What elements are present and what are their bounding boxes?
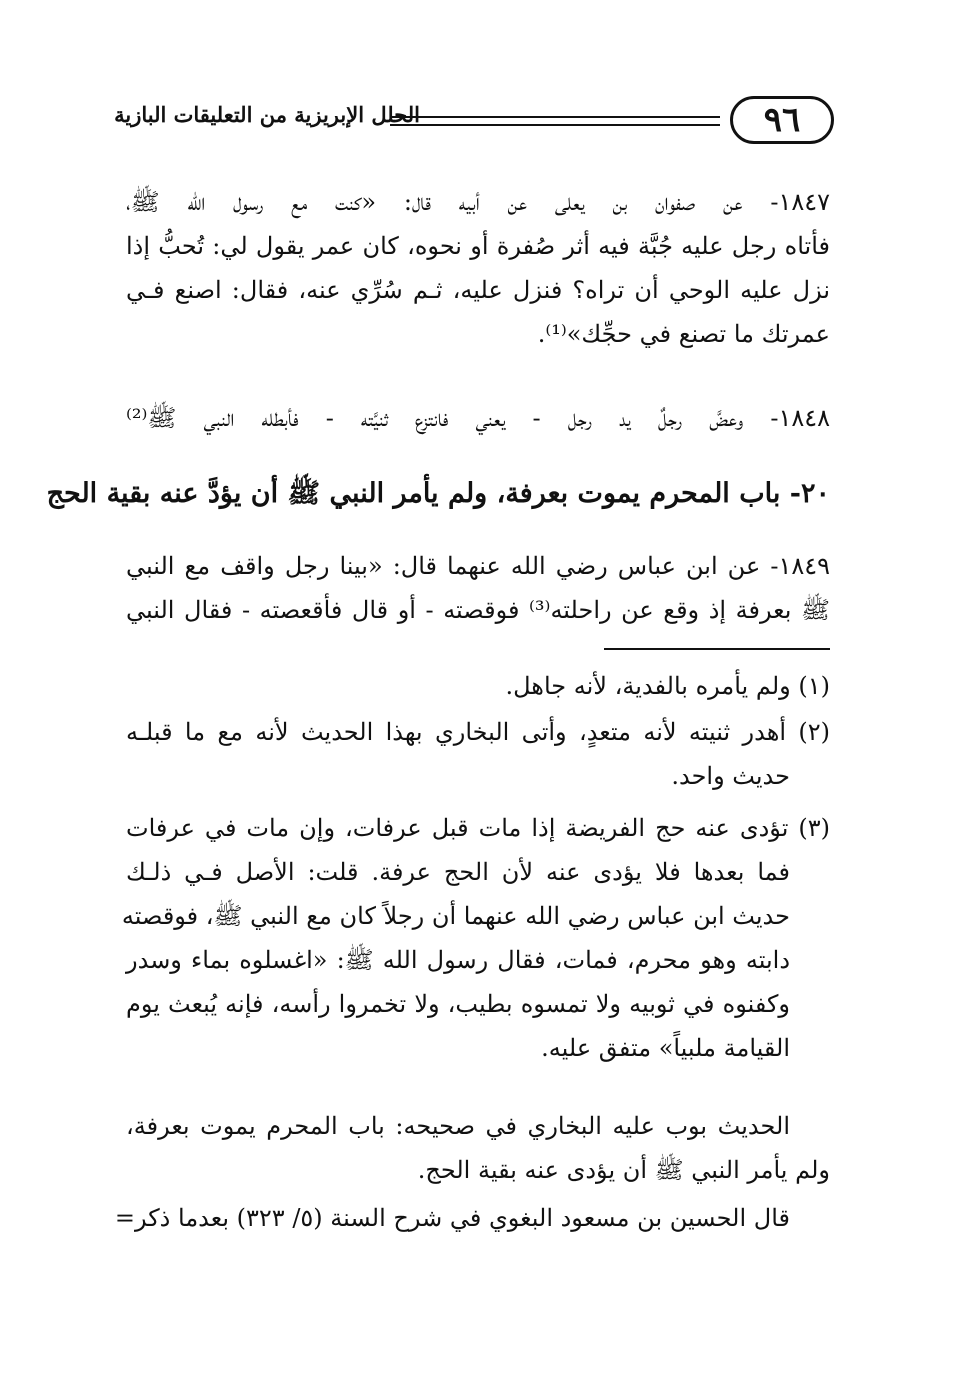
hadith-1848 — [126, 396, 830, 440]
footnote-separator — [604, 648, 830, 650]
footnote-line: ولم يأمر النبي ﷺ أن يؤدى عنه بقية الحج. — [417, 1156, 830, 1184]
book-title: الحلل الإبريزية من التعليقات البازية — [114, 102, 420, 127]
text-line: عمرتك ما تصنع في حجِّك»⁽¹⁾. — [537, 320, 830, 348]
footnote-3-para-3 — [114, 1196, 830, 1240]
footnote-line: دابته وهو محرم، فمات، فقال رسول الله ﷺ: «اغسلوه بماء وسدر — [126, 946, 790, 974]
footnote-line: وكفنوه في ثوبيه ولا تمسوه بطيب، ولا تخمروا رأسه، فإنه يُبعث يوم — [126, 990, 790, 1018]
hadith-1847 — [126, 180, 830, 356]
page-header — [114, 88, 840, 162]
footnote-line: القيامة ملبياً» متفق عليه. — [541, 1034, 790, 1062]
text-line: فأتاه رجل عليه جُبَّة فيه أثر صُفرة أو نحوه، كان عمر يقول لي: تُحبُّ إذا — [126, 232, 830, 260]
footnote-line: (٢) أهدر ثنيته لأنه متعدٍ، وأتى البخاري بهذا الحديث لأنه مع ما قبلـه — [126, 718, 830, 746]
text-line: ١٨٤٩- عن ابن عباس رضي الله عنهما قال: «بينا رجل واقف مع النبي — [126, 552, 830, 580]
footnote-1 — [126, 664, 830, 708]
footnote-2 — [126, 710, 830, 798]
text-line: نزل عليه الوحي أن تراه؟ فنزل عليه، ثـم سُرِّي عنه، فقال: اصنع فـي — [126, 276, 830, 304]
footnote-line: (٣) تؤدى عنه حج الفريضة إذا مات قبل عرفات، وإن مات في عرفات — [126, 814, 830, 842]
chapter-heading: ٢٠- باب المحرم يموت بعرفة، ولم يأمر النبي ﷺ أن يؤدَّ عنه بقية الحج — [46, 478, 830, 509]
footnote-3-para-2 — [126, 1104, 830, 1192]
footnote-line: قال الحسين بن مسعود البغوي في شرح السنة (٥/ ٣٢٣) بعدما ذكر= — [114, 1204, 790, 1232]
text-line: ﷺ بعرفة إذ وقع عن راحلته⁽³⁾ فوقصته - أو قال فأقعصته - فقال النبي — [126, 596, 830, 624]
footnote-3 — [121, 806, 830, 1070]
text-line: ١٨٤٧- عن صفوان بن يعلى عن أبيه قال: «كنت مع رسول الله ﷺ، — [126, 188, 830, 216]
footnote-line: الحديث بوب عليه البخاري في صحيحه: باب المحرم يموت بعرفة، — [126, 1112, 790, 1140]
hadith-1849 — [126, 544, 830, 632]
page-number: ٩٦ — [730, 96, 834, 144]
footnote-line: (١) ولم يأمره بالفدية، لأنه جاهل. — [505, 672, 830, 700]
footnote-line: فما بعدها فلا يؤدى عنه لأن الحج عرفة. قلت: الأصل فـي ذلـك — [126, 858, 790, 886]
text-line: ١٨٤٨- وعضَّ رجلٌ يد رجل - يعني فانتزع ثنيَّته - فأبطله النبي ﷺ⁽²⁾ — [126, 404, 830, 432]
footnote-line: حديث ابن عباس رضي الله عنهما أن رجلاً كان مع النبي ﷺ، فوقصته — [121, 902, 790, 930]
header-double-rule — [390, 116, 720, 126]
footnote-line: حديث واحد. — [671, 762, 790, 790]
